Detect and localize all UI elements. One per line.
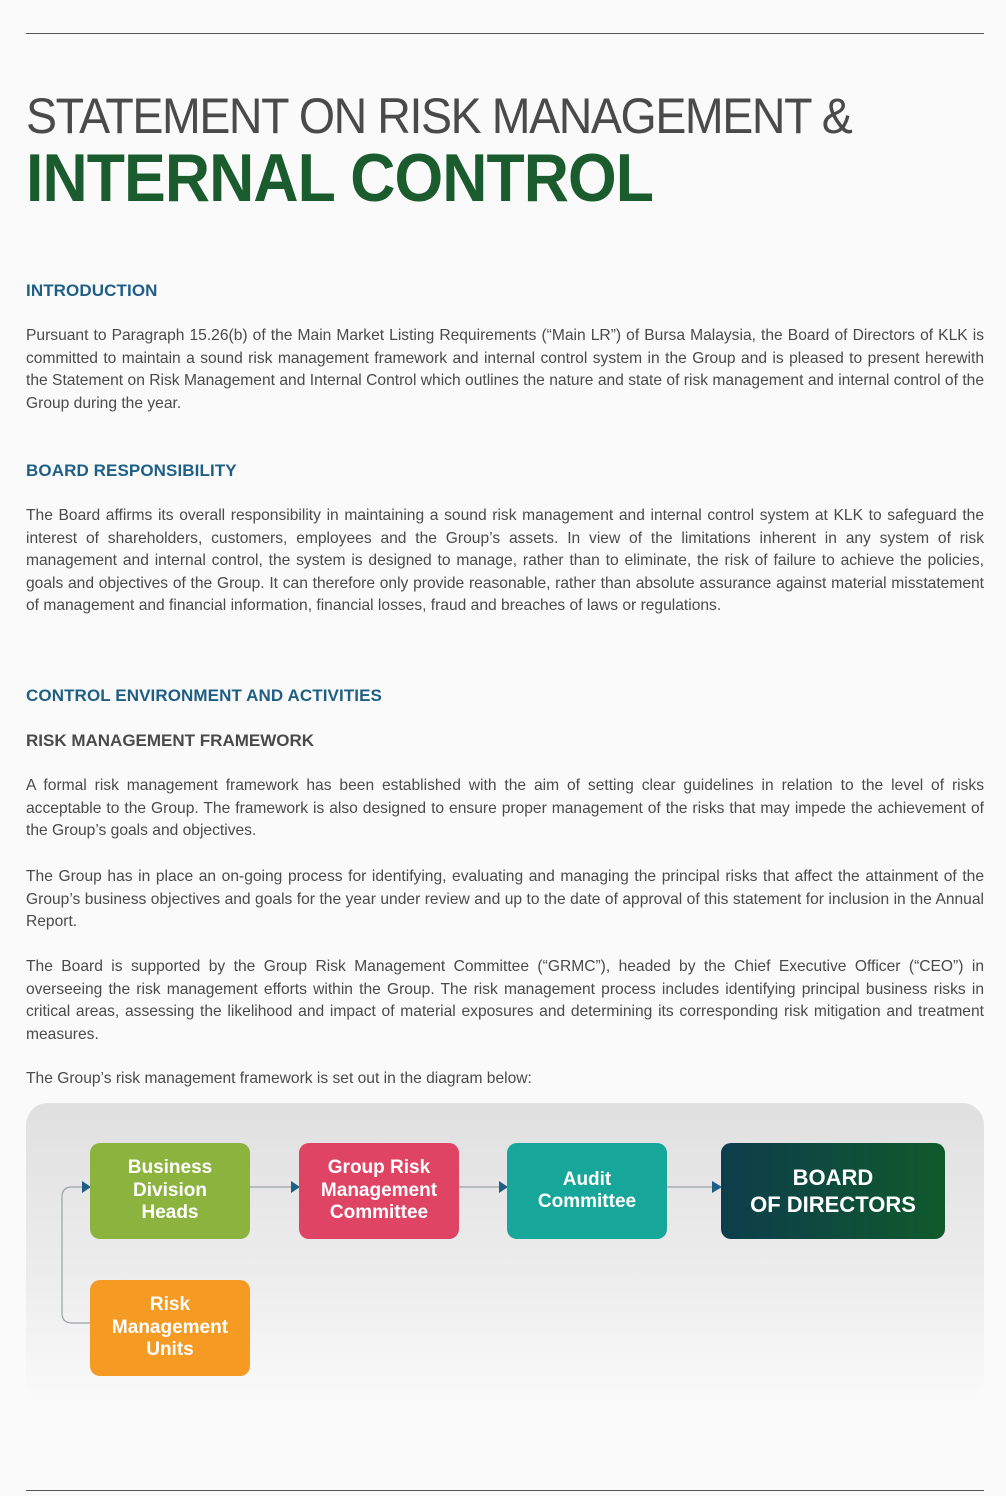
group-risk-management-committee-box: Group Risk Management Committee — [299, 1143, 459, 1239]
risk-management-units-box: Risk Management Units — [90, 1280, 250, 1376]
bottom-rule — [26, 1490, 984, 1491]
business-division-heads-box: Business Division Heads — [90, 1143, 250, 1239]
board-of-directors-box: BOARD OF DIRECTORS — [721, 1143, 945, 1239]
page-title-line-2: INTERNAL CONTROL — [26, 140, 654, 216]
page-title-line-1: STATEMENT ON RISK MANAGEMENT & — [26, 88, 852, 144]
framework-paragraph-3: The Board is supported by the Group Risk Management Committee (“GRMC”), headed by the Chief Executive Officer (“CEO”) in overseeing the risk management efforts within the Group. The risk management process includes identifying principal business risks in critical areas, assessing the likelihood and impact of material exposures and determining its corresponding risk mitigation and treatment measures. — [26, 958, 984, 1043]
framework-paragraph-4: The Group’s risk management framework is set out in the diagram below: — [26, 1070, 532, 1087]
introduction-paragraph: Pursuant to Paragraph 15.26(b) of the Main Market Listing Requirements (“Main LR”) of Bursa Malaysia, the Board of Directors of KLK is committed to maintain a sound risk management framework and internal control system in the Group and is pleased to present herewith the Statement on Risk Management and Internal Control which outlines the nature and state of risk management and internal control of the Group during the year. — [26, 327, 984, 412]
audit-committee-box: Audit Committee — [507, 1143, 667, 1239]
control-environment-heading: CONTROL ENVIRONMENT AND ACTIVITIES — [26, 686, 383, 705]
risk-management-framework-subheading: RISK MANAGEMENT FRAMEWORK — [26, 731, 315, 750]
framework-paragraph-2: The Group has in place an on-going process for identifying, evaluating and managing the principal risks that affect the attainment of the Group’s business objectives and goals for the year under review and up to the date of approval of this statement for inclusion in the Annual Report. — [26, 868, 984, 931]
board-responsibility-heading: BOARD RESPONSIBILITY — [26, 461, 237, 480]
board-responsibility-paragraph: The Board affirms its overall responsibility in maintaining a sound risk management and internal control system at KLK to safeguard the interest of shareholders, customers, employees and the Group’s assets. In view of the limitations inherent in any system of risk management and internal control, the system is designed to manage, rather than to eliminate, the risk of failure to achieve the policies, goals and objectives of the Group. It can therefore only provide reasonable, rather than absolute assurance against material misstatement of management and financial information, financial losses, fraud and breaches of laws or regulations. — [26, 507, 984, 615]
framework-paragraph-1: A formal risk management framework has been established with the aim of setting clear guidelines in relation to the level of risks acceptable to the Group. The framework is also designed to ensure proper management of the risks that may impede the achievement of the Group’s goals and objectives. — [26, 777, 984, 840]
connector-rmu-to-bdh — [62, 1187, 90, 1323]
introduction-heading: INTRODUCTION — [26, 281, 158, 300]
